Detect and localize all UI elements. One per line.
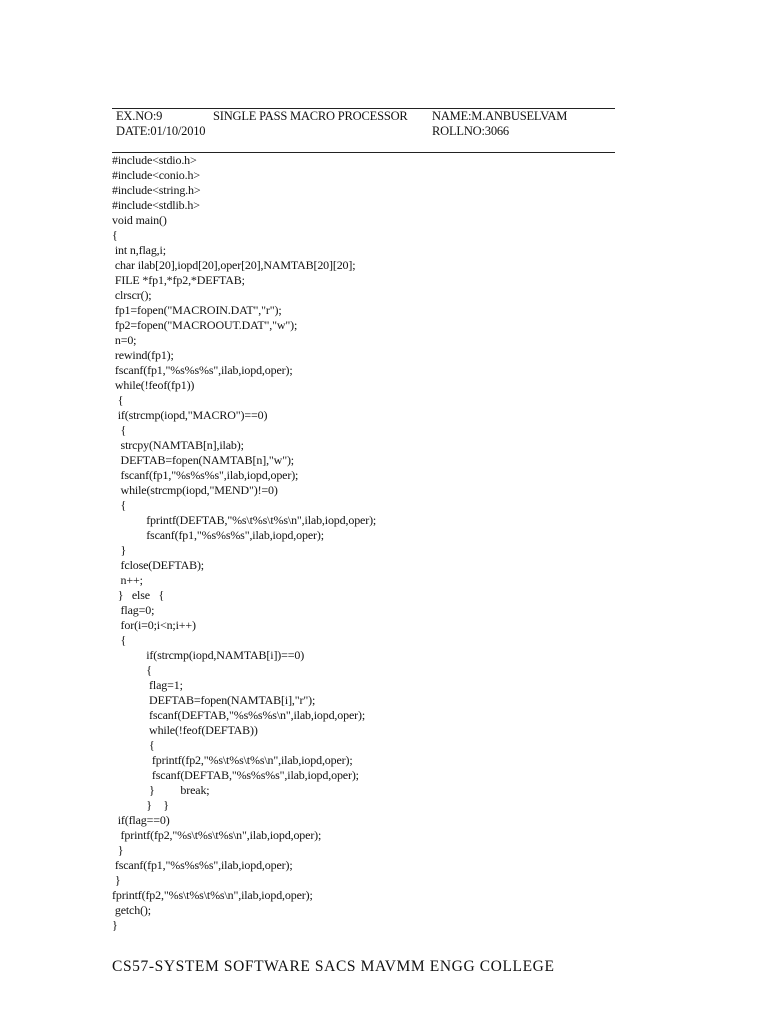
code-line: fprintf(DEFTAB,"%s\t%s\t%s\n",ilab,iopd,oper); xyxy=(112,513,377,527)
code-line: strcpy(NAMTAB[n],ilab); xyxy=(112,438,244,452)
code-line: fclose(DEFTAB); xyxy=(112,558,204,572)
code-line: while(!feof(DEFTAB)) xyxy=(112,723,258,737)
code-line: fscanf(fp1,"%s%s%s",ilab,iopd,oper); xyxy=(112,363,293,377)
code-line: flag=0; xyxy=(112,603,155,617)
code-line: } } xyxy=(112,798,169,812)
code-line: DEFTAB=fopen(NAMTAB[i],"r"); xyxy=(112,693,316,707)
code-line: { xyxy=(112,423,127,437)
student-name: NAME:M.ANBUSELVAM xyxy=(432,109,568,123)
code-line: fscanf(DEFTAB,"%s%s%s\n",ilab,iopd,oper); xyxy=(112,708,366,722)
code-line: fp2=fopen("MACROOUT.DAT","w"); xyxy=(112,318,298,332)
code-line: fprintf(fp2,"%s\t%s\t%s\n",ilab,iopd,oper); xyxy=(112,828,322,842)
code-line: { xyxy=(112,393,124,407)
exercise-number: EX.NO:9 xyxy=(116,109,163,123)
roll-number: ROLLNO:3066 xyxy=(432,124,509,138)
code-line: fprintf(fp2,"%s\t%s\t%s\n",ilab,iopd,oper); xyxy=(112,888,313,902)
code-line: } xyxy=(112,918,118,932)
code-line: #include<stdio.h> xyxy=(112,153,197,167)
page-footer: CS57-SYSTEM SOFTWARE SACS MAVMM ENGG COLLEGE xyxy=(112,958,555,975)
code-line: flag=1; xyxy=(112,678,183,692)
code-line: while(!feof(fp1)) xyxy=(112,378,195,392)
code-line: n++; xyxy=(112,573,143,587)
code-line: if(strcmp(iopd,"MACRO")==0) xyxy=(112,408,268,422)
code-line: fscanf(DEFTAB,"%s%s%s",ilab,iopd,oper); xyxy=(112,768,359,782)
code-line: { xyxy=(112,738,155,752)
code-line: rewind(fp1); xyxy=(112,348,174,362)
code-line: clrscr(); xyxy=(112,288,152,302)
code-line: fscanf(fp1,"%s%s%s",ilab,iopd,oper); xyxy=(112,468,299,482)
program-title: SINGLE PASS MACRO PROCESSOR xyxy=(213,109,408,123)
code-line: } xyxy=(112,543,127,557)
code-line: DEFTAB=fopen(NAMTAB[n],"w"); xyxy=(112,453,294,467)
code-line: #include<conio.h> xyxy=(112,168,200,182)
code-line: #include<stdlib.h> xyxy=(112,198,200,212)
source-code-listing xyxy=(112,153,672,933)
code-line: getch(); xyxy=(112,903,151,917)
code-line: #include<string.h> xyxy=(112,183,201,197)
code-line: for(i=0;i<n;i++) xyxy=(112,618,196,632)
code-line: } xyxy=(112,843,124,857)
code-line: { xyxy=(112,633,127,647)
code-line: } break; xyxy=(112,783,210,797)
code-line: FILE *fp1,*fp2,*DEFTAB; xyxy=(112,273,245,287)
code-line: { xyxy=(112,663,152,677)
code-line: char ilab[20],iopd[20],oper[20],NAMTAB[20][20]; xyxy=(112,258,356,272)
code-line: n=0; xyxy=(112,333,137,347)
exercise-date: DATE:01/10/2010 xyxy=(116,124,206,138)
code-line: int n,flag,i; xyxy=(112,243,166,257)
code-line: if(flag==0) xyxy=(112,813,170,827)
code-line: void main() xyxy=(112,213,167,227)
code-line: if(strcmp(iopd,NAMTAB[i])==0) xyxy=(112,648,305,662)
code-line: fscanf(fp1,"%s%s%s",ilab,iopd,oper); xyxy=(112,528,324,542)
code-line: } xyxy=(112,873,121,887)
code-line: fscanf(fp1,"%s%s%s",ilab,iopd,oper); xyxy=(112,858,293,872)
code-line: } else { xyxy=(112,588,165,602)
code-line: { xyxy=(112,228,118,242)
code-line: while(strcmp(iopd,"MEND")!=0) xyxy=(112,483,278,497)
code-line: { xyxy=(112,498,127,512)
code-line: fprintf(fp2,"%s\t%s\t%s\n",ilab,iopd,oper); xyxy=(112,753,353,767)
code-line: fp1=fopen("MACROIN.DAT","r"); xyxy=(112,303,282,317)
